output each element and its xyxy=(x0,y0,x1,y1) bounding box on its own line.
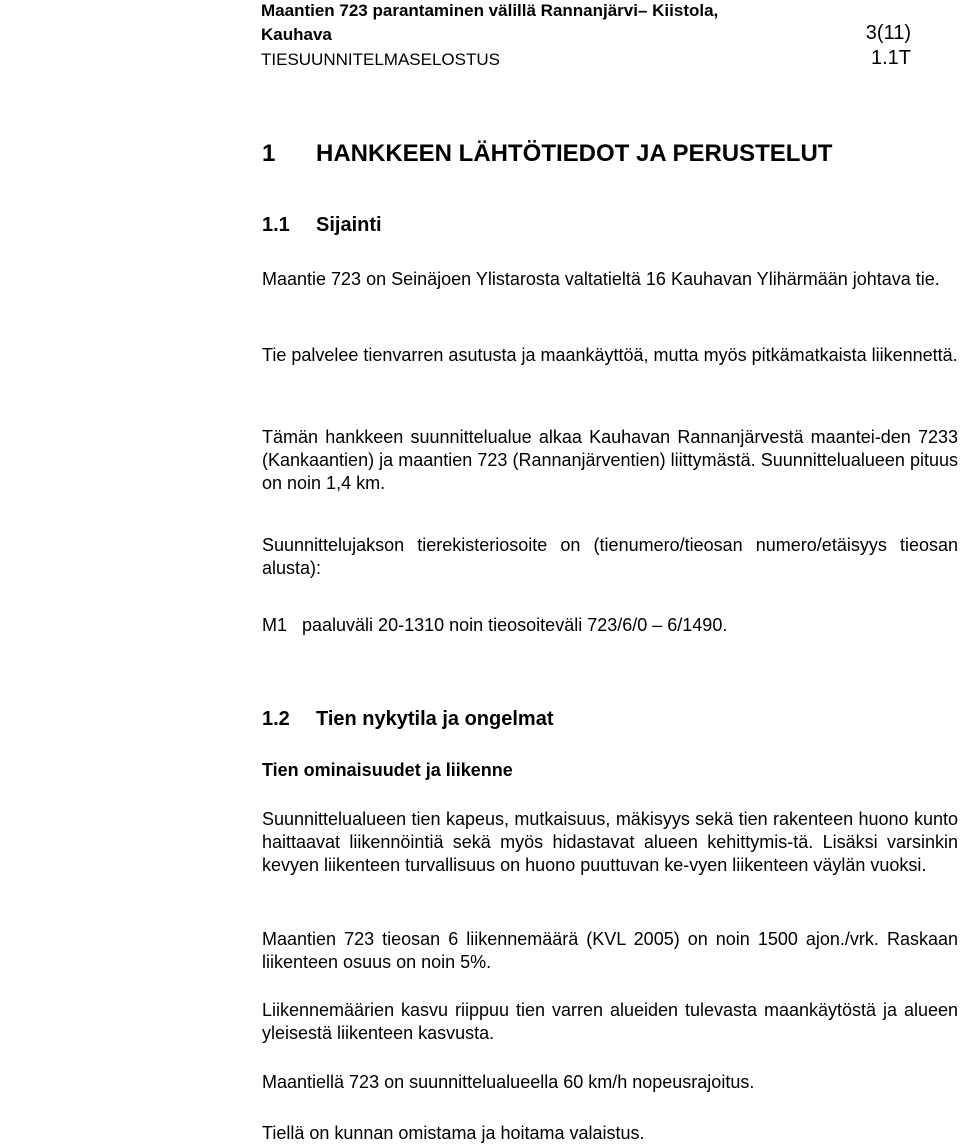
paragraph: Tiellä on kunnan omistama ja hoitama valaistus. xyxy=(262,1123,645,1143)
section-number: 1.1 xyxy=(262,214,290,236)
page-number: 3(11) xyxy=(865,22,911,44)
section-1-heading xyxy=(262,140,832,168)
section-number: 1 xyxy=(262,140,276,167)
road-address-line: M1 paaluväli 20-1310 noin tieosoiteväli 723/6/0 – 6/1490. xyxy=(262,615,728,635)
section-title: Tien nykytila ja ongelmat xyxy=(316,708,554,730)
page-header xyxy=(261,0,911,72)
section-1-2-heading xyxy=(262,707,553,731)
section-title: HANKKEEN LÄHTÖTIEDOT JA PERUSTELUT xyxy=(316,140,833,167)
section-1-1-heading xyxy=(262,213,382,237)
paragraph: Liikennemäärien kasvu riippuu tien varren alueiden tulevasta maankäytöstä ja alueen yleisestä liikenteen kasvusta. xyxy=(262,1000,958,1043)
section-number: 1.2 xyxy=(262,708,290,730)
paragraph: Maantiellä 723 on suunnittelualueella 60 km/h nopeusrajoitus. xyxy=(262,1072,755,1092)
paragraph: Tämän hankkeen suunnittelualue alkaa Kauhavan Rannanjärvestä maantei-den 7233 (Kankaantien) ja maantien 723 (Rannanjärventien) liittymästä. Suunnittelualueen pituus on noin 1,4 km. xyxy=(262,427,958,493)
subheading: Tien ominaisuudet ja liikenne xyxy=(262,760,513,780)
paragraph: Suunnittelualueen tien kapeus, mutkaisuus, mäkisyys sekä tien rakenteen huono kunto haittaavat liikennöintiä sekä myös hidastavat alueen kehittymis-tä. Lisäksi varsinkin kevyen liikenteen turvallisuus on huono puuttuvan ke-vyen liikenteen väylän vuoksi. xyxy=(262,809,958,875)
document-code: 1.1T xyxy=(870,47,911,69)
project-title-line1: Maantien 723 parantaminen välillä Rannanjärvi– Kiistola, xyxy=(261,1,719,20)
paragraph: Suunnittelujakson tierekisteriosoite on (tienumero/tieosan numero/etäisyys tieosan alusta): xyxy=(262,535,958,578)
section-title: Sijainti xyxy=(316,214,382,236)
document-type: TIESUUNNITELMASELOSTUS xyxy=(261,50,500,69)
paragraph: Tie palvelee tienvarren asutusta ja maankäyttöä, mutta myös pitkämatkaista liikennettä. xyxy=(262,345,958,365)
paragraph: Maantien 723 tieosan 6 liikennemäärä (KVL 2005) on noin 1500 ajon./vrk. Raskaan liikenteen osuus on noin 5%. xyxy=(262,929,958,972)
project-title-line2: Kauhava xyxy=(261,25,332,44)
paragraph: Maantie 723 on Seinäjoen Ylistarosta valtatieltä 16 Kauhavan Ylihärmään johtava tie. xyxy=(262,269,940,289)
